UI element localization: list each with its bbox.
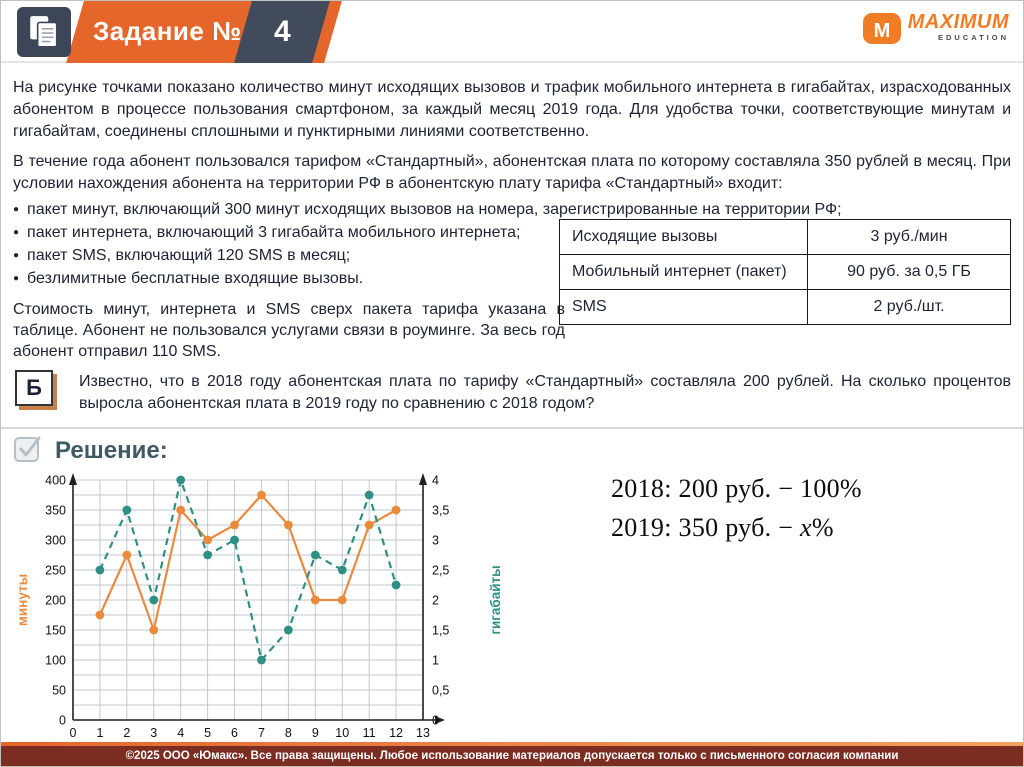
content [1, 63, 1023, 757]
table-cell-label: Исходящие вызовы [560, 220, 808, 255]
svg-text:гигабайты: гигабайты [488, 565, 503, 635]
svg-text:3: 3 [150, 726, 158, 740]
svg-text:4: 4 [177, 726, 185, 740]
svg-text:50: 50 [52, 683, 66, 698]
table-cell-value: 90 руб. за 0,5 ГБ [808, 255, 1011, 290]
svg-text:1: 1 [96, 726, 104, 740]
bullet-item: ● пакет интернета, включающий 3 гигабайта мобильного интернета; [13, 222, 1011, 245]
bullet-item: ● безлимитные бесплатные входящие вызовы. [13, 268, 1011, 291]
svg-text:0: 0 [59, 713, 66, 728]
svg-text:0: 0 [432, 713, 439, 728]
copyright-text: ©2025 ООО «Юмакс». Все права защищены. Любое использование материалов допускается только с письменного согласия компании [125, 750, 899, 762]
svg-text:0,5: 0,5 [432, 683, 450, 698]
svg-text:10: 10 [335, 726, 350, 740]
question-block [13, 370, 1011, 415]
svg-text:1: 1 [432, 653, 439, 668]
svg-text:150: 150 [45, 623, 66, 638]
tariff-table [559, 219, 1011, 325]
svg-text:400: 400 [45, 473, 66, 488]
solution-body [13, 468, 1011, 757]
tariff-details [13, 199, 1011, 362]
svg-text:100: 100 [45, 653, 66, 668]
svg-text:350: 350 [45, 503, 66, 518]
svg-text:2,5: 2,5 [432, 563, 450, 578]
svg-text:9: 9 [311, 726, 319, 740]
math-line-2-suffix: % [811, 513, 834, 542]
solution-header [13, 433, 1011, 468]
svg-text:M: M [873, 20, 891, 42]
table-cell-value: 2 руб./шт. [808, 290, 1011, 325]
svg-text:13: 13 [416, 726, 430, 740]
tariff-table-wrap [559, 219, 1011, 325]
math-line-1: 2018: 200 руб. − 100% [611, 474, 862, 503]
math-line-2 [611, 513, 862, 543]
math-variable-x: x [800, 513, 812, 542]
bullet-item: ● пакет SMS, включающий 120 SMS в месяц; [13, 245, 1011, 268]
table-cell-value: 3 руб./мин [808, 220, 1011, 255]
svg-text:7: 7 [257, 726, 265, 740]
svg-text:250: 250 [45, 563, 66, 578]
svg-text:минуты: минуты [15, 573, 30, 627]
svg-text:2: 2 [432, 593, 439, 608]
brand-subtitle: EDUCATION [937, 33, 1009, 42]
svg-text:12: 12 [389, 726, 404, 740]
math-line-2-prefix: 2019: 350 руб. − [611, 513, 801, 542]
svg-text:0: 0 [69, 726, 77, 740]
table-row [560, 220, 1011, 255]
checkbox-icon [13, 433, 43, 468]
solution-math [611, 474, 862, 552]
svg-text:200: 200 [45, 593, 66, 608]
table-cell-label: SMS [560, 290, 808, 325]
footer [1, 742, 1023, 766]
brand-name: MAXIMUM [907, 11, 1009, 33]
problem-paragraph-2: В течение года абонент пользовался тарифом «Стандартный», абонентская плата по которому составляла 350 рублей в месяц. При условии нахождения абонента на территории РФ в абонентскую плату тарифа «Стандартный» входит: [13, 153, 1011, 192]
solution-section [13, 433, 1011, 757]
footer-bar [1, 746, 1023, 766]
brand-logo-icon [862, 11, 902, 52]
problem-paragraph-1: На рисунке точками показано количество минут исходящих вызовов и трафик мобильного интернета в гигабайтах, израсходованных абонентом в процессе пользования смартфоном, за каждый месяц 2019 года. Для удобства точки, соответствующие минутам и гигабайтам, соединены сплошными и пунктирными линиями соответственно. [13, 79, 1011, 140]
solution-title: Решение: [55, 436, 168, 464]
task-title: Задание № [93, 16, 242, 46]
documents-icon [17, 7, 71, 57]
chart [15, 468, 507, 757]
svg-text:3,5: 3,5 [432, 503, 450, 518]
question-text: Известно, что в 2018 году абонентская плата по тарифу «Стандартный» составляла 200 рублей. На сколько процентов выросла абонентская плата в 2019 году по сравнению с 2018 годом? [79, 373, 1011, 412]
problem-paragraph-3: Стоимость минут, интернета и SMS сверх пакета тарифа указана в таблице. Абонент не пользовался услугами связи в роуминге. За весь год абонент отправил 110 SMS. [13, 301, 565, 360]
header [1, 1, 1023, 63]
svg-text:8: 8 [284, 726, 292, 740]
task-number: 4 [273, 15, 291, 48]
svg-text:3: 3 [432, 533, 439, 548]
svg-text:2: 2 [123, 726, 131, 740]
table-row [560, 255, 1011, 290]
svg-text:6: 6 [231, 726, 239, 740]
svg-text:5: 5 [204, 726, 212, 740]
svg-text:300: 300 [45, 533, 66, 548]
table-cell-label: Мобильный интернет (пакет) [560, 255, 808, 290]
svg-text:4: 4 [432, 473, 439, 488]
svg-text:1,5: 1,5 [432, 623, 450, 638]
bullet-item: ● пакет минут, включающий 300 минут исходящих вызовов на номера, зарегистрированные на территории РФ; [13, 199, 1011, 222]
question-marker: Б [15, 370, 53, 406]
section-divider [1, 427, 1023, 429]
brand-logo [862, 11, 1009, 52]
svg-text:11: 11 [362, 726, 376, 740]
table-row [560, 290, 1011, 325]
